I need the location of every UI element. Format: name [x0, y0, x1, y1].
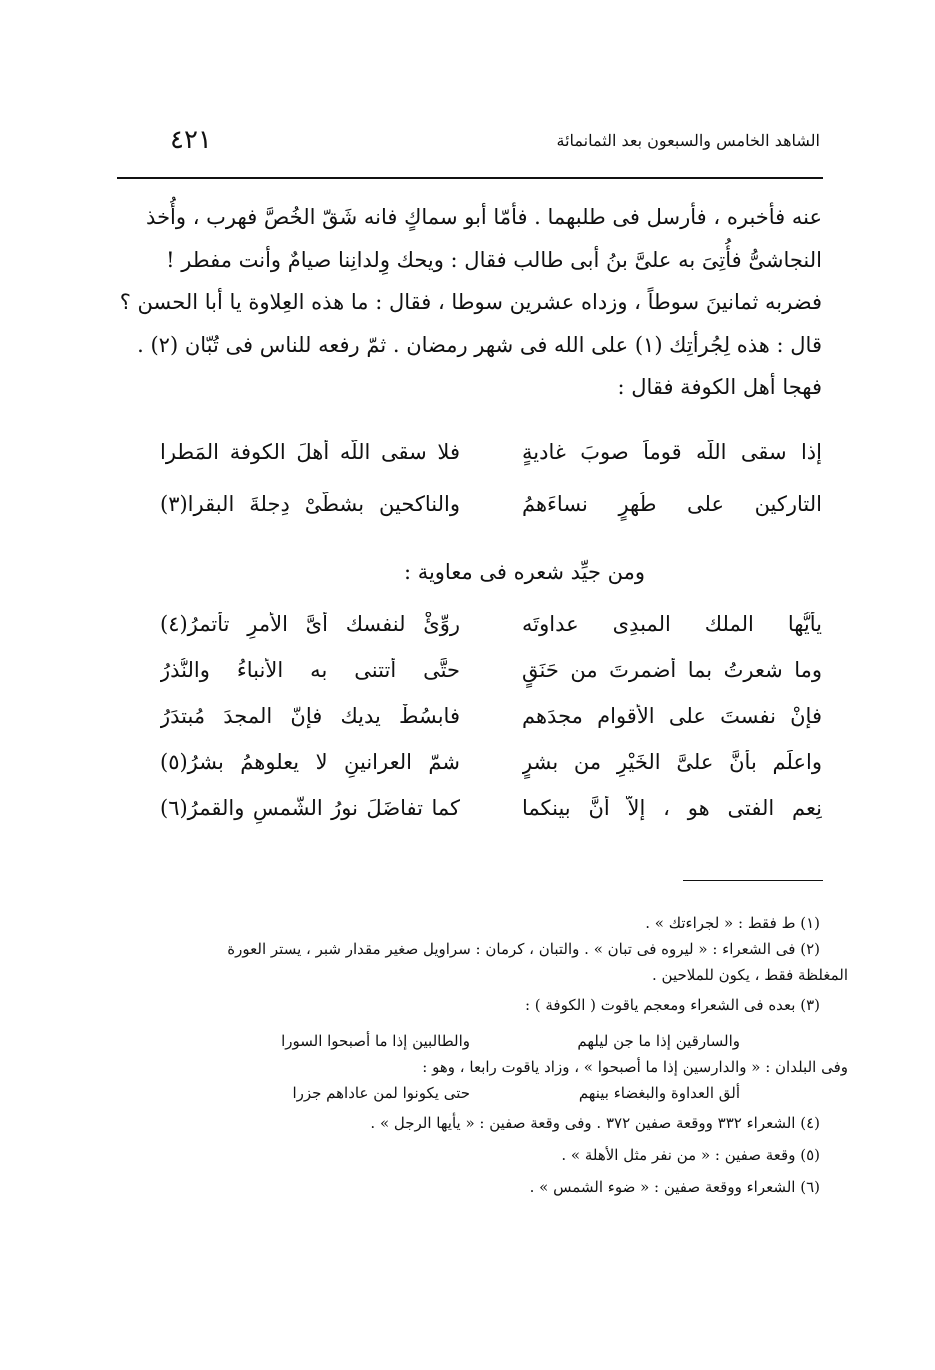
- footnote-verse-second: والطالبين إذا ما أصبحوا السورا: [281, 1032, 470, 1050]
- footnote-1: (١) ط فقط : « لجراءتك » .: [645, 914, 820, 932]
- verse-first-hemistich: واعلَم بأنَّ علىَّ الخَيْرِ من بشرٍ: [522, 750, 822, 774]
- verse-second-hemistich: فابسُطْ يديك فإنّ المجدَ مُبتدَرُ: [160, 704, 460, 728]
- footnotes: [150, 910, 848, 1200]
- prose-line: فهجا أهل الكوفة فقال :: [617, 375, 822, 399]
- footnote-4: (٤) الشعراء ٣٣٢ ووقعة صفين ٣٧٢ . وفى وقعة صفين : « يأيها الرجل » .: [370, 1114, 820, 1132]
- footnote-2: (٢) فى الشعراء : « ليروه فى تبان » . والتبان ، كرمان : سراويل صغير مقدار شبر ، يستر العورة: [227, 940, 820, 958]
- prose-line: قال : هذه لِجُرأتِك (١) على الله فى شهر رمضان . ثمّ رفعه للناس فى تُبّان (٢) .: [137, 332, 822, 357]
- verse-first-hemistich: نِعم الفتى هو ، إلاّ أنَّ بينكما: [522, 796, 822, 820]
- footnote-verse-second: حتى يكونوا لمن عاداهم جزرا: [292, 1084, 470, 1102]
- verse: [160, 440, 822, 492]
- verse: [160, 704, 822, 750]
- verse-second-hemistich: والناكحين بشطَّىْ دِجلةَ البقرا(٣): [160, 492, 460, 516]
- prose-line: عنه فأخبره ، فأرسل فى طلبهما . فأمّا أبو سماكٍ فانه شَقّ الخُصَّ فهرب ، وأُخذ: [146, 205, 822, 229]
- footnote-5: (٥) وقعة صفين : « من نفر مثل الأهلة » .: [561, 1146, 820, 1164]
- verse: [160, 658, 822, 704]
- prose-body: [110, 196, 822, 409]
- poem-intro: ومن جيِّد شعره فى معاوية :: [403, 560, 645, 584]
- footnote-2-continued: المغلظة فقط ، يكون للملاحين .: [651, 966, 848, 984]
- verse-first-hemistich: يأيُّها الملك المبدِى عداوتَه: [522, 612, 822, 636]
- poem-kufa: [160, 440, 822, 544]
- verse: [160, 492, 822, 544]
- footnote-3-verse: [150, 1080, 740, 1106]
- page-header: [170, 122, 820, 158]
- verse-second-hemistich: فلا سقى اللّه أهلَ الكوفة المَطرا: [160, 440, 460, 464]
- page-number: ٤٢١: [170, 125, 212, 155]
- verse-first-hemistich: التاركين على طُهرٍ نساءَهمُ: [522, 492, 822, 516]
- footnote-verse-first: والسارقين إذا ما جن ليلهم: [577, 1032, 740, 1050]
- verse: [160, 750, 822, 796]
- header-rule: [117, 177, 823, 179]
- verse-second-hemistich: كما تفاضَلَ نورُ الشَّمسِ والقمرُ(٦): [160, 796, 460, 820]
- verse-second-hemistich: شمّ العرانينِ لا يعلوهمُ بشرُ(٥): [160, 750, 460, 774]
- running-title: الشاهد الخامس والسبعون بعد الثمانمائة: [556, 130, 820, 150]
- footnote-3: (٣) بعده فى الشعراء ومعجم ياقوت ( الكوفة ) :: [524, 996, 820, 1014]
- verse-first-hemistich: فإنْ نفستَ على الأقوام مجدَهم: [522, 704, 822, 728]
- prose-line: النجاشىُّ فأُتِىَ به علىَّ بنُ أبى طالب فقال : ويحك وِلدانِنا صيامٌ وأنت مفطر !: [166, 247, 822, 272]
- verse-first-hemistich: وما شعرتُ بما أضمرتَ من حَنَقٍ: [522, 658, 822, 682]
- verse: [160, 612, 822, 658]
- footnote-verse-first: ألق العداوة والبغضاء بينهم: [578, 1084, 740, 1102]
- verse: [160, 796, 822, 842]
- verse-second-hemistich: حتَّى أتتنى به الأنباءُ والنُّذرُ: [160, 658, 460, 682]
- prose-line: فضربه ثمانينَ سوطاً ، وزداه عشرين سوطا ، فقال : ما هذه العِلاوة يا أبا الحسن ؟: [119, 290, 822, 314]
- footnote-3-verse: [150, 1028, 740, 1054]
- poem-muawiya: [160, 612, 822, 842]
- footnote-6: (٦) الشعراء ووقعة صفين : « ضوء الشمس » .: [529, 1178, 820, 1196]
- footnote-rule: [683, 880, 823, 881]
- verse-first-hemistich: إذا سقى اللّه قوماً صوبَ غاديةٍ: [522, 440, 822, 464]
- footnote-3-note: وفى البلدان : « والدارسين إذا ما أصبحوا » ، وزاد ياقوت رابعا ، وهو :: [422, 1058, 848, 1076]
- verse-second-hemistich: روِّئْ لنفسك أىَّ الأمرِ تأتمرُ(٤): [160, 612, 460, 636]
